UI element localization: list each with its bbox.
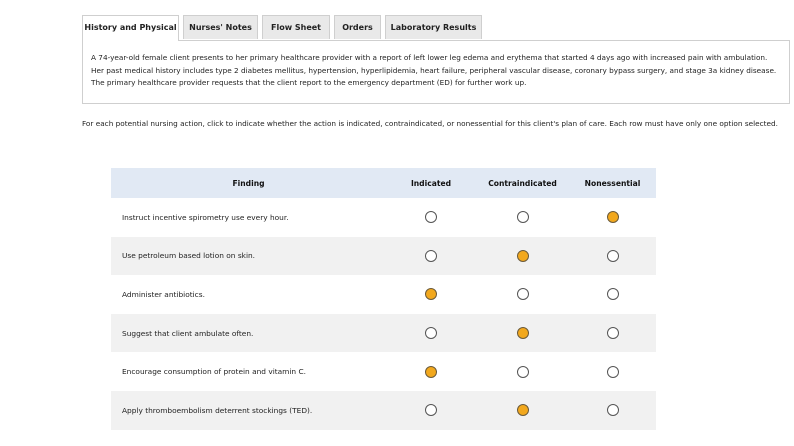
option-cell xyxy=(476,404,569,416)
grid-body xyxy=(111,198,656,430)
option-cell xyxy=(476,366,569,378)
header-nonessential: Nonessential xyxy=(584,178,641,188)
option-cell xyxy=(386,288,476,300)
option-cell xyxy=(386,327,476,339)
radio-contraindicated[interactable] xyxy=(517,366,529,378)
radio-contraindicated[interactable] xyxy=(517,211,529,223)
history-panel xyxy=(82,40,790,104)
grid-header-row xyxy=(111,168,656,198)
radio-contraindicated[interactable] xyxy=(517,327,529,339)
finding-text: Suggest that client ambulate often. xyxy=(122,328,254,338)
option-cell xyxy=(386,404,476,416)
tab-laboratory-results[interactable]: Laboratory Results xyxy=(385,15,482,39)
radio-indicated[interactable] xyxy=(425,250,437,262)
history-text: A 74-year-old female client presents to her primary healthcare provider with a report of left lower leg edema and erythema that started 4 days ago with increased pain with ambulation. Her past medical history includes type 2 diabetes mellitus, hypertension, hyperlipidemia, heart failure, peripheral vascular disease, coronary bypass surgery, and stage 3a kidney disease. The primary healthcare provider requests that the client report to the emergency department (ED) for further work up. xyxy=(91,53,777,88)
finding-text: Encourage consumption of protein and vitamin C. xyxy=(122,367,306,377)
table-row xyxy=(111,198,656,237)
option-cell xyxy=(476,288,569,300)
option-cell xyxy=(386,211,476,223)
table-row xyxy=(111,314,656,353)
radio-nonessential[interactable] xyxy=(607,327,619,339)
tab-orders[interactable]: Orders xyxy=(334,15,381,39)
finding-text: Use petroleum based lotion on skin. xyxy=(122,251,256,261)
radio-indicated[interactable] xyxy=(425,288,437,300)
option-cell xyxy=(476,327,569,339)
header-finding: Finding xyxy=(232,178,265,188)
radio-indicated[interactable] xyxy=(425,211,437,223)
instructions-text: For each potential nursing action, click to indicate whether the action is indicated, contraindicated, or nonessential for this client's plan of care. Each row must have only one option selected. xyxy=(82,119,778,128)
finding-text: Administer antibiotics. xyxy=(122,289,205,299)
table-row xyxy=(111,275,656,314)
radio-nonessential[interactable] xyxy=(607,366,619,378)
decision-grid xyxy=(111,168,656,430)
header-indicated: Indicated xyxy=(410,178,452,188)
finding-text: Instruct incentive spirometry use every hour. xyxy=(122,212,289,222)
table-row xyxy=(111,391,656,430)
option-cell xyxy=(476,211,569,223)
option-cell xyxy=(569,327,656,339)
tab-bar xyxy=(82,15,486,40)
radio-indicated[interactable] xyxy=(425,404,437,416)
option-cell xyxy=(569,250,656,262)
finding-text: Apply thromboembolism deterrent stockings (TED). xyxy=(122,405,313,415)
tab-flow-sheet[interactable]: Flow Sheet xyxy=(262,15,330,39)
radio-indicated[interactable] xyxy=(425,327,437,339)
tab-history-and-physical[interactable]: History and Physical xyxy=(82,15,179,41)
tab-nurses-notes[interactable]: Nurses' Notes xyxy=(183,15,258,39)
table-row xyxy=(111,237,656,276)
radio-indicated[interactable] xyxy=(425,366,437,378)
option-cell xyxy=(476,250,569,262)
radio-nonessential[interactable] xyxy=(607,404,619,416)
radio-nonessential[interactable] xyxy=(607,288,619,300)
option-cell xyxy=(569,288,656,300)
radio-nonessential[interactable] xyxy=(607,211,619,223)
table-row xyxy=(111,352,656,391)
option-cell xyxy=(386,250,476,262)
option-cell xyxy=(569,211,656,223)
radio-nonessential[interactable] xyxy=(607,250,619,262)
option-cell xyxy=(386,366,476,378)
radio-contraindicated[interactable] xyxy=(517,288,529,300)
option-cell xyxy=(569,366,656,378)
option-cell xyxy=(569,404,656,416)
radio-contraindicated[interactable] xyxy=(517,250,529,262)
header-contraindicated: Contraindicated xyxy=(488,178,557,188)
radio-contraindicated[interactable] xyxy=(517,404,529,416)
